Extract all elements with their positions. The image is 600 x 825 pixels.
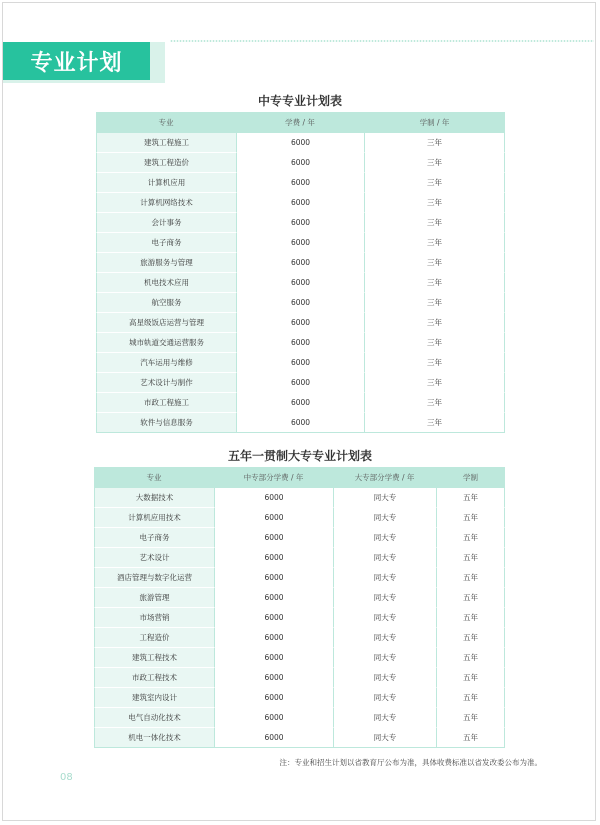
table-row <box>94 668 505 688</box>
table-row <box>94 588 505 608</box>
table-row <box>94 568 505 588</box>
table-row <box>94 548 505 568</box>
table-row <box>96 253 505 273</box>
table-cell: 大数据技术 <box>94 488 214 508</box>
table-cell: 同大专 <box>333 708 436 728</box>
table-cell: 三年 <box>364 293 505 313</box>
table-cell: 汽车运用与维修 <box>96 353 236 373</box>
table-row <box>96 213 505 233</box>
table-cell: 6000 <box>236 273 364 293</box>
table-cell: 计算机应用技术 <box>94 508 214 528</box>
table-cell: 五年 <box>436 608 505 628</box>
decorative-dot-line <box>170 40 594 42</box>
table-row <box>96 193 505 213</box>
table-cell: 6000 <box>214 648 333 668</box>
table-cell: 6000 <box>236 313 364 333</box>
table-cell: 三年 <box>364 393 505 413</box>
table-cell: 计算机应用 <box>96 173 236 193</box>
table1-header-cell: 学费 / 年 <box>236 112 364 133</box>
table-row <box>96 353 505 373</box>
table-cell: 三年 <box>364 213 505 233</box>
table-cell: 6000 <box>236 233 364 253</box>
table-row <box>96 173 505 193</box>
table-cell: 艺术设计 <box>94 548 214 568</box>
table-cell: 机电技术应用 <box>96 273 236 293</box>
table-cell: 三年 <box>364 173 505 193</box>
table-cell: 6000 <box>214 668 333 688</box>
table-cell: 6000 <box>236 413 364 433</box>
table-cell: 6000 <box>236 173 364 193</box>
table-cell: 五年 <box>436 668 505 688</box>
table-cell: 6000 <box>214 508 333 528</box>
table-cell: 6000 <box>214 488 333 508</box>
table-cell: 五年 <box>436 588 505 608</box>
table-cell: 酒店管理与数字化运营 <box>94 568 214 588</box>
table-cell: 6000 <box>236 333 364 353</box>
table-cell: 三年 <box>364 153 505 173</box>
table-cell: 三年 <box>364 413 505 433</box>
table-cell: 市政工程技术 <box>94 668 214 688</box>
table1-title: 中专专业计划表 <box>257 94 342 108</box>
table-row <box>94 628 505 648</box>
table-row <box>96 313 505 333</box>
table-cell: 同大专 <box>333 668 436 688</box>
table-row <box>94 728 505 748</box>
table-cell: 6000 <box>214 728 333 748</box>
table-cell: 五年 <box>436 568 505 588</box>
table-cell: 五年 <box>436 548 505 568</box>
table-row <box>96 393 505 413</box>
table-cell: 6000 <box>214 688 333 708</box>
table2-header-cell: 学制 <box>436 467 505 488</box>
table-cell: 6000 <box>214 568 333 588</box>
table-cell: 艺术设计与制作 <box>96 373 236 393</box>
table1-header-row <box>96 112 505 133</box>
table-cell: 6000 <box>236 193 364 213</box>
table-cell: 软件与信息服务 <box>96 413 236 433</box>
table-cell: 三年 <box>364 133 505 153</box>
table-cell: 6000 <box>236 153 364 173</box>
table1-header-cell: 专业 <box>96 112 236 133</box>
table-cell: 建筑工程施工 <box>96 133 236 153</box>
page-number: 08 <box>60 772 73 783</box>
table2-header-row <box>94 467 505 488</box>
table-cell: 五年 <box>436 708 505 728</box>
table-cell: 市政工程施工 <box>96 393 236 413</box>
table-cell: 6000 <box>214 528 333 548</box>
table-cell: 五年 <box>436 628 505 648</box>
table-cell: 高星级饭店运营与管理 <box>96 313 236 333</box>
table-cell: 同大专 <box>333 628 436 648</box>
table-cell: 航空服务 <box>96 293 236 313</box>
table-cell: 会计事务 <box>96 213 236 233</box>
table-cell: 电子商务 <box>94 528 214 548</box>
table2-header-cell: 大专部分学费 / 年 <box>333 467 436 488</box>
table-row <box>94 688 505 708</box>
table2-header-cell: 专业 <box>94 467 214 488</box>
table-cell: 机电一体化技术 <box>94 728 214 748</box>
table2-title: 五年一贯制大专专业计划表 <box>227 449 372 463</box>
table-cell: 三年 <box>364 333 505 353</box>
table-row <box>96 153 505 173</box>
table-cell: 计算机网络技术 <box>96 193 236 213</box>
table-cell: 6000 <box>236 353 364 373</box>
table-row <box>96 133 505 153</box>
table-cell: 建筑工程造价 <box>96 153 236 173</box>
table-cell: 6000 <box>214 708 333 728</box>
table-row <box>96 333 505 353</box>
table-cell: 同大专 <box>333 508 436 528</box>
table-cell: 旅游服务与管理 <box>96 253 236 273</box>
table-cell: 旅游管理 <box>94 588 214 608</box>
table-cell: 6000 <box>236 253 364 273</box>
table-cell: 6000 <box>214 548 333 568</box>
table-row <box>94 488 505 508</box>
table-cell: 三年 <box>364 273 505 293</box>
table-row <box>96 273 505 293</box>
table-row <box>94 648 505 668</box>
table-cell: 五年 <box>436 688 505 708</box>
table-cell: 电子商务 <box>96 233 236 253</box>
table-cell: 建筑工程技术 <box>94 648 214 668</box>
table-cell: 6000 <box>236 373 364 393</box>
table-cell: 五年 <box>436 488 505 508</box>
table-cell: 三年 <box>364 193 505 213</box>
table-row <box>96 413 505 433</box>
table-cell: 6000 <box>236 293 364 313</box>
table-cell: 6000 <box>236 213 364 233</box>
section-title: 专业计划 <box>3 42 150 80</box>
table-row <box>94 528 505 548</box>
table2 <box>94 467 505 748</box>
table-cell: 工程造价 <box>94 628 214 648</box>
table-cell: 同大专 <box>333 728 436 748</box>
table-cell: 建筑室内设计 <box>94 688 214 708</box>
table-cell: 五年 <box>436 508 505 528</box>
table-cell: 同大专 <box>333 548 436 568</box>
table-cell: 市场营销 <box>94 608 214 628</box>
table-cell: 三年 <box>364 373 505 393</box>
table-cell: 同大专 <box>333 648 436 668</box>
table-cell: 同大专 <box>333 608 436 628</box>
table-cell: 三年 <box>364 233 505 253</box>
table-row <box>94 508 505 528</box>
table-row <box>96 293 505 313</box>
table-cell: 同大专 <box>333 568 436 588</box>
table-row <box>96 373 505 393</box>
table-cell: 同大专 <box>333 588 436 608</box>
table-cell: 6000 <box>236 393 364 413</box>
table1 <box>96 112 505 433</box>
table-cell: 五年 <box>436 728 505 748</box>
table-cell: 6000 <box>214 608 333 628</box>
table-cell: 五年 <box>436 528 505 548</box>
table-cell: 五年 <box>436 648 505 668</box>
table1-header-cell: 学制 / 年 <box>364 112 505 133</box>
table-cell: 三年 <box>364 353 505 373</box>
table-cell: 6000 <box>214 628 333 648</box>
table-row <box>96 233 505 253</box>
table-row <box>94 608 505 628</box>
table-cell: 同大专 <box>333 488 436 508</box>
table-cell: 城市轨道交通运营服务 <box>96 333 236 353</box>
table-cell: 6000 <box>236 133 364 153</box>
table-cell: 同大专 <box>333 528 436 548</box>
table-cell: 同大专 <box>333 688 436 708</box>
table-cell: 电气自动化技术 <box>94 708 214 728</box>
table-cell: 6000 <box>214 588 333 608</box>
table-cell: 三年 <box>364 313 505 333</box>
table-cell: 三年 <box>364 253 505 273</box>
footnote: 注：专业和招生计划以省教育厅公布为准，具体收费标准以省发改委公布为准。 <box>279 758 542 767</box>
table2-header-cell: 中专部分学费 / 年 <box>214 467 333 488</box>
table-row <box>94 708 505 728</box>
